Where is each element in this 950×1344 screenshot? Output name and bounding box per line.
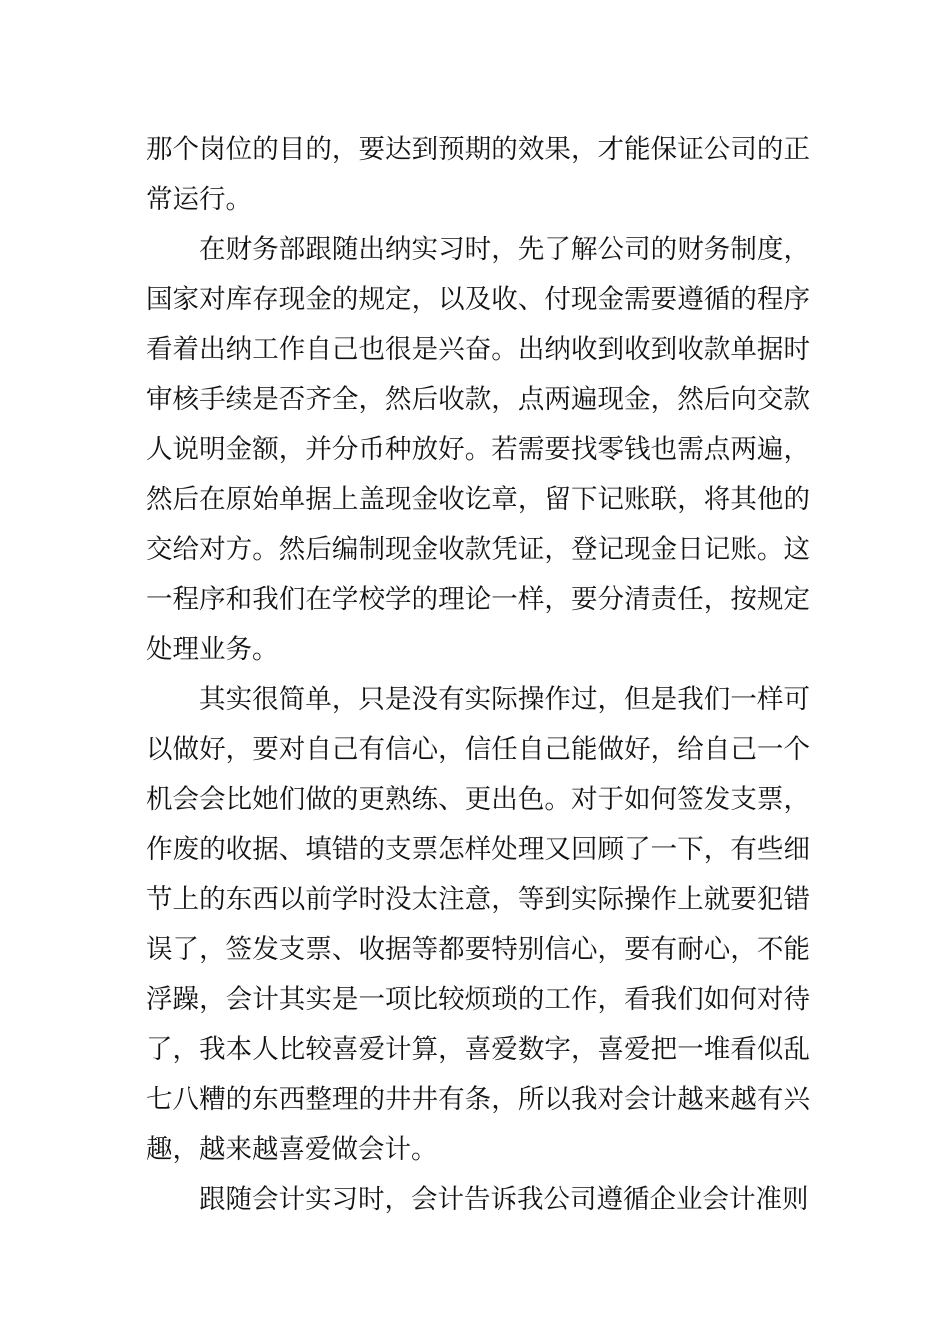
text-line: 那个岗位的目的，要达到预期的效果，才能保证公司的正: [146, 134, 810, 165]
text-line: 浮躁，会计其实是一项比较烦琐的工作，看我们如何对待: [146, 984, 810, 1015]
paragraph: [146, 1175, 810, 1225]
document-body: [146, 125, 810, 1225]
text-line: 审核手续是否齐全，然后收款，点两遍现金，然后向交款: [146, 384, 810, 415]
paragraph: [146, 225, 810, 675]
paragraph: [146, 675, 810, 1175]
text-line: 处理业务。: [146, 634, 279, 665]
text-line: 然后在原始单据上盖现金收讫章，留下记账联，将其他的: [146, 484, 810, 515]
text-line: 以做好，要对自己有信心，信任自己能做好，给自己一个: [146, 734, 810, 765]
text-line: 交给对方。然后编制现金收款凭证，登记现金日记账。这: [146, 534, 810, 565]
text-line: 误了，签发支票、收据等都要特别信心，要有耐心，不能: [146, 934, 810, 965]
text-line: 趣，越来越喜爱做会计。: [146, 1134, 438, 1165]
text-line: 看着出纳工作自己也很是兴奋。出纳收到收到收款单据时: [146, 334, 810, 365]
text-line: 了，我本人比较喜爱计算，喜爱数字，喜爱把一堆看似乱: [146, 1034, 810, 1065]
text-line: 作废的收据、填错的支票怎样处理又回顾了一下，有些细: [146, 834, 810, 865]
text-line: 机会会比她们做的更熟练、更出色。对于如何签发支票，: [146, 784, 810, 815]
text-line: 国家对库存现金的规定，以及收、付现金需要遵循的程序: [146, 284, 810, 315]
text-line: 七八糟的东西整理的井井有条，所以我对会计越来越有兴: [146, 1084, 810, 1115]
text-line: 其实很简单，只是没有实际操作过，但是我们一样可: [199, 684, 810, 715]
text-line: 常运行。: [146, 184, 252, 215]
text-line: 节上的东西以前学时没太注意，等到实际操作上就要犯错: [146, 884, 810, 915]
paragraph: [146, 125, 810, 225]
text-line: 跟随会计实习时，会计告诉我公司遵循企业会计准则: [199, 1184, 809, 1215]
text-line: 人说明金额，并分币种放好。若需要找零钱也需点两遍，: [146, 434, 810, 465]
text-line: 在财务部跟随出纳实习时，先了解公司的财务制度，: [199, 234, 810, 265]
text-line: 一程序和我们在学校学的理论一样，要分清责任，按规定: [146, 584, 810, 615]
